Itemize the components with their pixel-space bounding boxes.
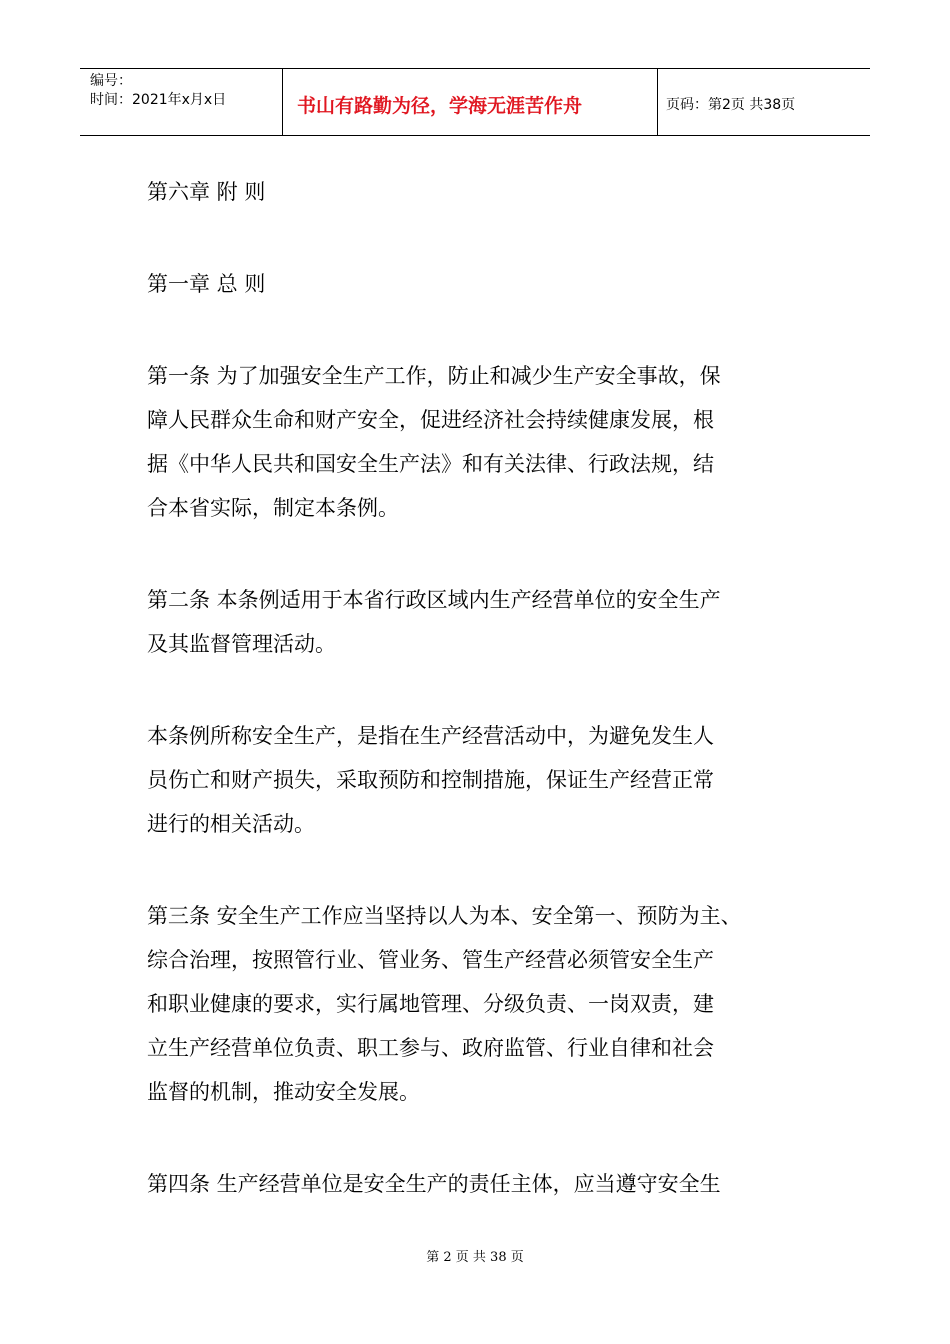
article-paragraph [147, 1162, 827, 1206]
paragraph-line: 第二条 本条例适用于本省行政区域内生产经营单位的安全生产 [147, 588, 721, 612]
document-number-label: 编号： [90, 73, 132, 89]
paragraph-line: 障人民群众生命和财产安全，促进经济社会持续健康发展，根 [147, 408, 714, 432]
paragraph-line: 和职业健康的要求，实行属地管理、分级负责、一岗双责，建 [147, 992, 714, 1016]
document-time-label: 时间：2021年x月x日 [90, 92, 227, 108]
paragraph-line: 据《中华人民共和国安全生产法》和有关法律、行政法规，结 [147, 452, 714, 476]
article-paragraph [147, 894, 827, 1114]
article-paragraph [147, 714, 827, 846]
paragraph-line: 进行的相关活动。 [147, 812, 315, 836]
chapter-heading: 第一章 总 则 [147, 272, 266, 296]
paragraph-line: 第四条 生产经营单位是安全生产的责任主体，应当遵守安全生 [147, 1172, 721, 1196]
paragraph-line: 合本省实际，制定本条例。 [147, 496, 399, 520]
document-body [147, 170, 827, 1206]
paragraph-line: 监督的机制，推动安全发展。 [147, 1080, 420, 1104]
header-motto-cell [283, 69, 658, 135]
header-motto: 书山有路勤为径，学海无涯苦作舟 [297, 95, 583, 117]
article-paragraph [147, 578, 827, 666]
paragraph-line: 综合治理，按照管行业、管业务、管生产经营必须管安全生产 [147, 948, 714, 972]
paragraph-line: 及其监督管理活动。 [147, 632, 336, 656]
paragraph-line: 本条例所称安全生产，是指在生产经营活动中，为避免发生人 [147, 724, 714, 748]
document-header [80, 68, 870, 136]
header-info-cell [80, 69, 283, 135]
page-footer: 第 2 页 共 38 页 [426, 1250, 524, 1265]
paragraph-line: 第一条 为了加强安全生产工作，防止和减少生产安全事故，保 [147, 364, 721, 388]
paragraph-line: 员伤亡和财产损失，采取预防和控制措施，保证生产经营正常 [147, 768, 714, 792]
article-paragraph [147, 354, 827, 530]
chapter-heading: 第六章 附 则 [147, 180, 266, 204]
header-page-number: 页码：第2页 共38页 [666, 97, 796, 113]
paragraph-line: 立生产经营单位负责、职工参与、政府监管、行业自律和社会 [147, 1036, 714, 1060]
paragraph-line: 第三条 安全生产工作应当坚持以人为本、安全第一、预防为主、 [147, 904, 742, 928]
header-page-cell [658, 69, 870, 135]
